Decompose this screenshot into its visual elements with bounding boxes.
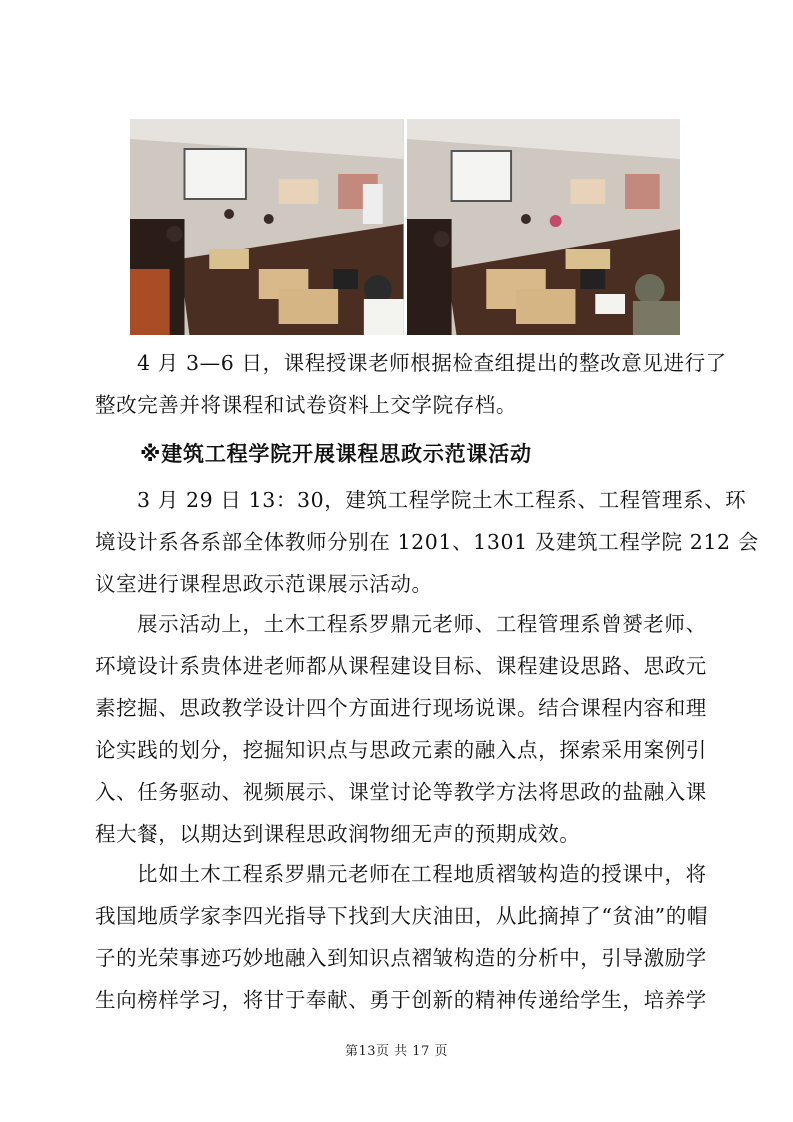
- photo-strip: [130, 119, 680, 335]
- text-line: 3 月 29 日 13：30，建筑工程学院土木工程系、工程管理系、环: [137, 488, 747, 512]
- meeting-scene-left: [130, 119, 404, 335]
- text-line: 环境设计系贵体进老师都从课程建设目标、课程建设思路、思政元: [95, 654, 707, 678]
- paragraph-rectification: [95, 342, 727, 426]
- text-line: 4 月 3—6 日，课程授课老师根据检查组提出的整改意见进行了: [137, 351, 727, 375]
- section-heading: ※建筑工程学院开展课程思政示范课活动: [140, 442, 532, 466]
- text-line: 比如土木工程系罗鼎元老师在工程地质褶皱构造的授课中，将: [137, 862, 707, 886]
- text-line: 素挖掘、思政教学设计四个方面进行现场说课。结合课程内容和理: [95, 696, 707, 720]
- text-line: 我国地质学家李四光指导下找到大庆油田，从此摘掉了“贫油”的帽: [95, 904, 708, 928]
- text-line: 整改完善并将课程和试卷资料上交学院存档。: [95, 393, 517, 417]
- text-line: 生向榜样学习，将甘于奉献、勇于创新的精神传递给学生，培养学: [95, 988, 707, 1012]
- text-line: 展示活动上，土木工程系罗鼎元老师、工程管理系曾赟老师、: [137, 612, 707, 636]
- text-line: 论实践的划分，挖掘知识点与思政元素的融入点，探索采用案例引: [95, 738, 707, 762]
- page-number: 第13页 共 17 页: [345, 1044, 448, 1059]
- text-line: 入、任务驱动、视频展示、课堂讨论等教学方法将思政的盐融入课: [95, 780, 707, 804]
- text-line: 议室进行课程思政示范课展示活动。: [95, 572, 433, 596]
- meeting-scene-right: [407, 119, 681, 335]
- meeting-photo-right: [407, 119, 681, 335]
- paragraph-event-details: [95, 603, 715, 855]
- meeting-photo-left: [130, 119, 404, 335]
- paragraph-event-intro: [95, 479, 759, 605]
- text-line: 子的光荣事迹巧妙地融入到知识点褶皱构造的分析中，引导激励学: [95, 946, 707, 970]
- paragraph-example: [95, 853, 715, 1021]
- text-line: 境设计系各系部全体教师分别在 1201、1301 及建筑工程学院 212 会: [95, 530, 759, 554]
- text-line: 程大餐，以期达到课程思政润物细无声的预期成效。: [95, 822, 581, 846]
